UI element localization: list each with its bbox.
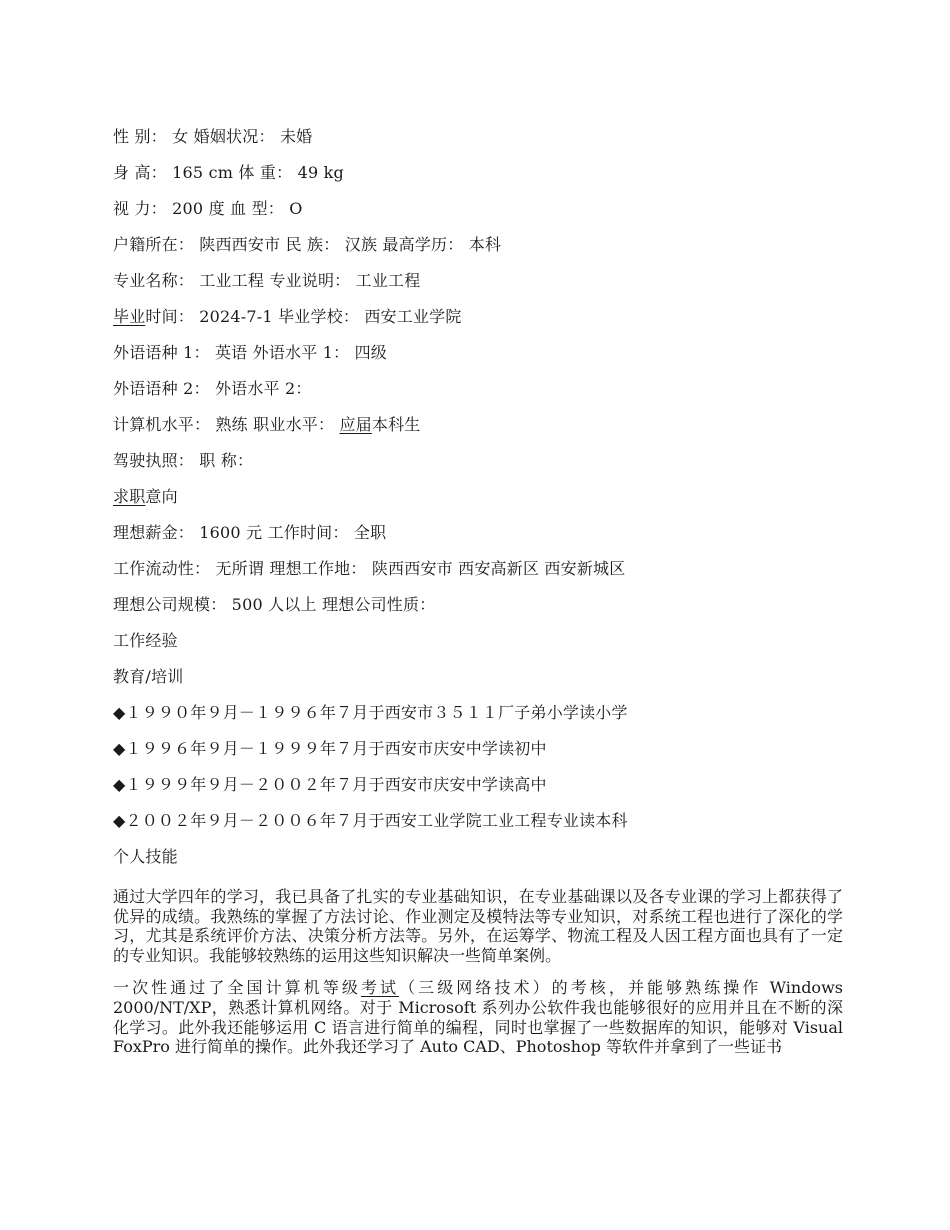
education-item: ◆１９９６年９月－１９９９年７月于西安市庆安中学读初中	[113, 739, 547, 758]
computer-suffix-text: 本科生	[371, 415, 421, 434]
graduation-line	[113, 299, 843, 335]
vision-blood-line: 视 力： 200 度 血 型： O	[113, 199, 303, 218]
company-line: 理想公司规模： 500 人以上 理想公司性质：	[113, 595, 436, 614]
job-intent-underlined-text: 求职	[113, 487, 146, 506]
job-intent-heading	[113, 479, 843, 515]
graduation-underlined-text: 毕业	[113, 307, 146, 326]
language1-line: 外语语种 1： 英语 外语水平 1： 四级	[113, 343, 387, 362]
computer-underlined-text: 应届	[339, 415, 372, 434]
exam-underlined-text: 考试	[360, 978, 400, 998]
mobility-line: 工作流动性： 无所谓 理想工作地： 陕西西安市 西安高新区 西安新城区	[113, 559, 626, 578]
skills-paragraph-2-rest: （三级网络技术）的考核，并能够熟练操作 Windows 2000/NT/XP，熟悉计算机网络。对于 Microsoft 系列办公软件我也能够很好的应用并且在不断的深化学习。此外我还能够运用 C 语言进行简单的编程，同时也掌握了一些数据库的知识，能够对 Visual FoxPro 进行简单的操作。此外我还学习了 Auto CAD、Photoshop 等软件并拿到了一些证书	[113, 978, 843, 1057]
height-weight-line: 身 高： 165 cm 体 重： 49 kg	[113, 163, 344, 182]
job-intent-rest-text: 意向	[145, 487, 178, 506]
education-item: ◆２００２年９月－２００６年７月于西安工业学院工业工程专业读本科	[113, 811, 628, 830]
work-experience-heading: 工作经验	[113, 631, 178, 650]
education-item: ◆１９９０年９月－１９９６年７月于西安市３５１１厂子弟小学读小学	[113, 703, 628, 722]
skills-paragraph-2-prefix: 一次性通过了全国计算机等级	[113, 978, 361, 998]
gender-marital-line: 性 别： 女 婚姻状况： 未婚	[113, 127, 313, 146]
computer-level-line	[113, 407, 843, 443]
hukou-ethnicity-education-line: 户籍所在： 陕西西安市 民 族： 汉族 最高学历： 本科	[113, 235, 502, 254]
education-item: ◆１９９９年９月－２００２年７月于西安市庆安中学读高中	[113, 775, 547, 794]
language2-line: 外语语种 2： 外语水平 2：	[113, 379, 312, 398]
graduation-rest-text: 时间： 2024-7-1 毕业学校： 西安工业学院	[145, 307, 462, 326]
skills-paragraph-2	[113, 978, 843, 1056]
license-title-line: 驾驶执照： 职 称：	[113, 451, 254, 470]
salary-line: 理想薪金： 1600 元 工作时间： 全职	[113, 523, 387, 542]
major-line: 专业名称： 工业工程 专业说明： 工业工程	[113, 271, 421, 290]
education-heading: 教育/培训	[113, 667, 184, 686]
skills-heading: 个人技能	[113, 847, 178, 866]
skills-paragraph-1: 通过大学四年的学习，我已具备了扎实的专业基础知识，在专业基础课以及各专业课的学习上都获得了优异的成绩。我熟练的掌握了方法讨论、作业测定及模特法等专业知识，对系统工程也进行了深化的学习，尤其是系统评价方法、决策分析方法等。另外，在运筹学、物流工程及人因工程方面也具有了一定的专业知识。我能够较熟练的运用这些知识解决一些简单案例。	[113, 887, 843, 965]
resume-document	[113, 119, 843, 1057]
computer-prefix-text: 计算机水平： 熟练 职业水平：	[113, 415, 340, 434]
